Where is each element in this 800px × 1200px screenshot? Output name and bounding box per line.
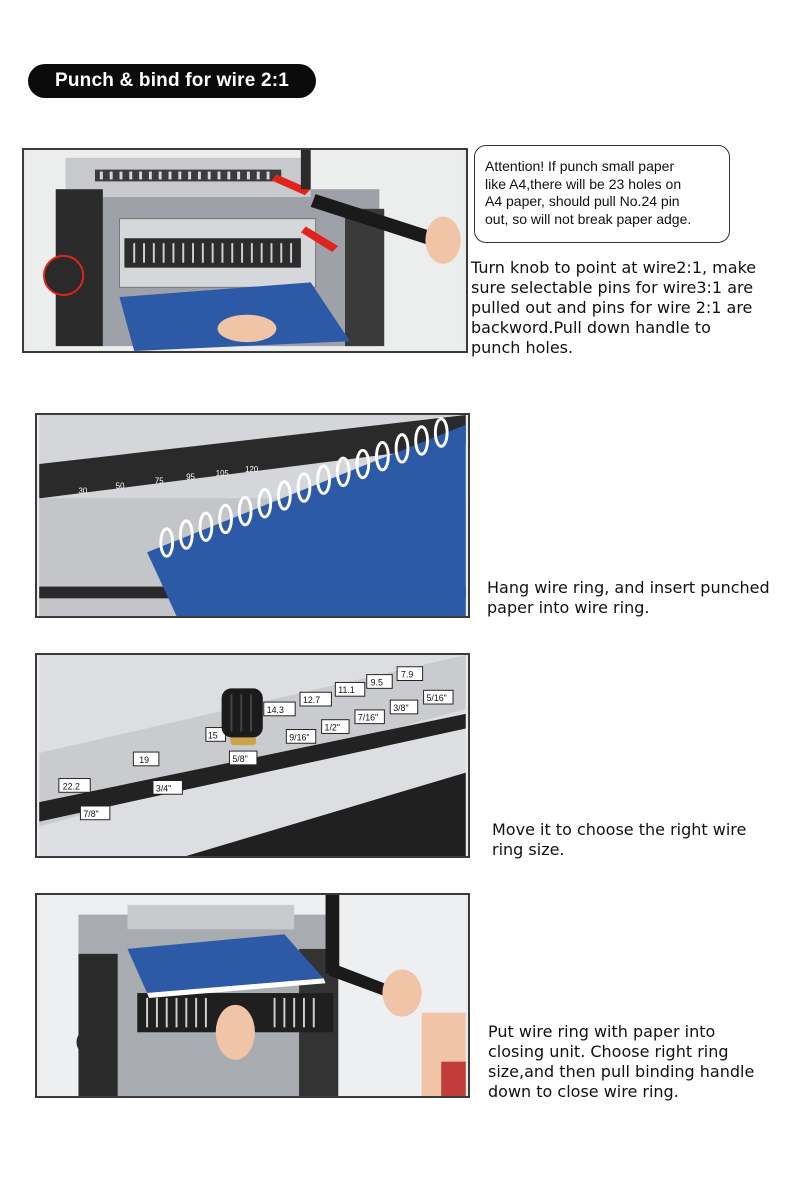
closing-unit-illustration: [37, 895, 468, 1096]
size-mark: 12.7: [302, 695, 321, 706]
size-selector-photo: [35, 653, 470, 858]
size-mark: 19: [139, 754, 150, 765]
attention-line: Attention! If punch small paper: [485, 158, 675, 174]
step-2-caption: [487, 578, 787, 618]
caption-line: Move it to choose the right wire: [492, 820, 747, 839]
section-title: Punch & bind for wire 2:1: [28, 64, 316, 98]
punch-machine-photo: [22, 148, 468, 353]
scale-label: 75: [154, 476, 164, 486]
step-3-caption: [492, 820, 792, 860]
size-selector-illustration: [37, 655, 468, 856]
step-4-caption: [488, 1022, 788, 1102]
size-mark: 3/4": [155, 783, 172, 794]
caption-line: closing unit. Choose right ring: [488, 1042, 729, 1061]
attention-line: out, so will not break paper adge.: [485, 210, 692, 227]
scale-label: 50: [115, 481, 125, 491]
size-mark: 9/16": [289, 732, 310, 743]
attention-line: A4 paper, should pull No.24 pin: [485, 193, 680, 209]
scale-label: 105: [215, 468, 229, 478]
caption-line: backword.Pull down handle to: [471, 318, 711, 337]
caption-line: Turn knob to point at wire2:1, make: [471, 258, 757, 277]
size-mark: 22.2: [62, 781, 80, 792]
step-1-caption: [471, 258, 791, 358]
size-mark: 7.9: [401, 669, 414, 680]
size-mark: 5/8": [232, 753, 248, 764]
size-mark: 3/8": [393, 702, 409, 713]
attention-note: [474, 145, 730, 243]
size-mark: 5/16": [426, 693, 447, 704]
caption-line: ring size.: [492, 840, 565, 859]
wire-ring-photo: [35, 413, 470, 618]
attention-line: like A4,there will be 23 holes on: [485, 175, 682, 192]
caption-line: Hang wire ring, and insert punched: [487, 578, 770, 597]
scale-label: 30: [78, 486, 88, 496]
size-mark: 7/16": [357, 712, 379, 723]
caption-line: size,and then pull binding handle: [488, 1062, 755, 1081]
size-mark: 15: [207, 730, 218, 741]
caption-line: pulled out and pins for wire 2:1 are: [471, 298, 753, 317]
size-mark: 11.1: [338, 685, 355, 696]
caption-line: paper into wire ring.: [487, 598, 650, 617]
caption-line: down to close wire ring.: [488, 1082, 679, 1101]
closing-unit-photo: [35, 893, 470, 1098]
punch-machine-illustration: [24, 150, 466, 351]
caption-line: punch holes.: [471, 338, 574, 357]
caption-line: sure selectable pins for wire3:1 are: [471, 278, 754, 297]
size-mark: 7/8": [83, 808, 99, 819]
size-mark: 9.5: [370, 677, 383, 688]
size-mark: 1/2": [324, 722, 340, 733]
scale-label: 95: [186, 472, 196, 482]
caption-line: Put wire ring with paper into: [488, 1022, 716, 1041]
size-mark: 14.3: [266, 704, 284, 715]
scale-label: 120: [245, 464, 259, 474]
wire-ring-illustration: [37, 415, 468, 616]
